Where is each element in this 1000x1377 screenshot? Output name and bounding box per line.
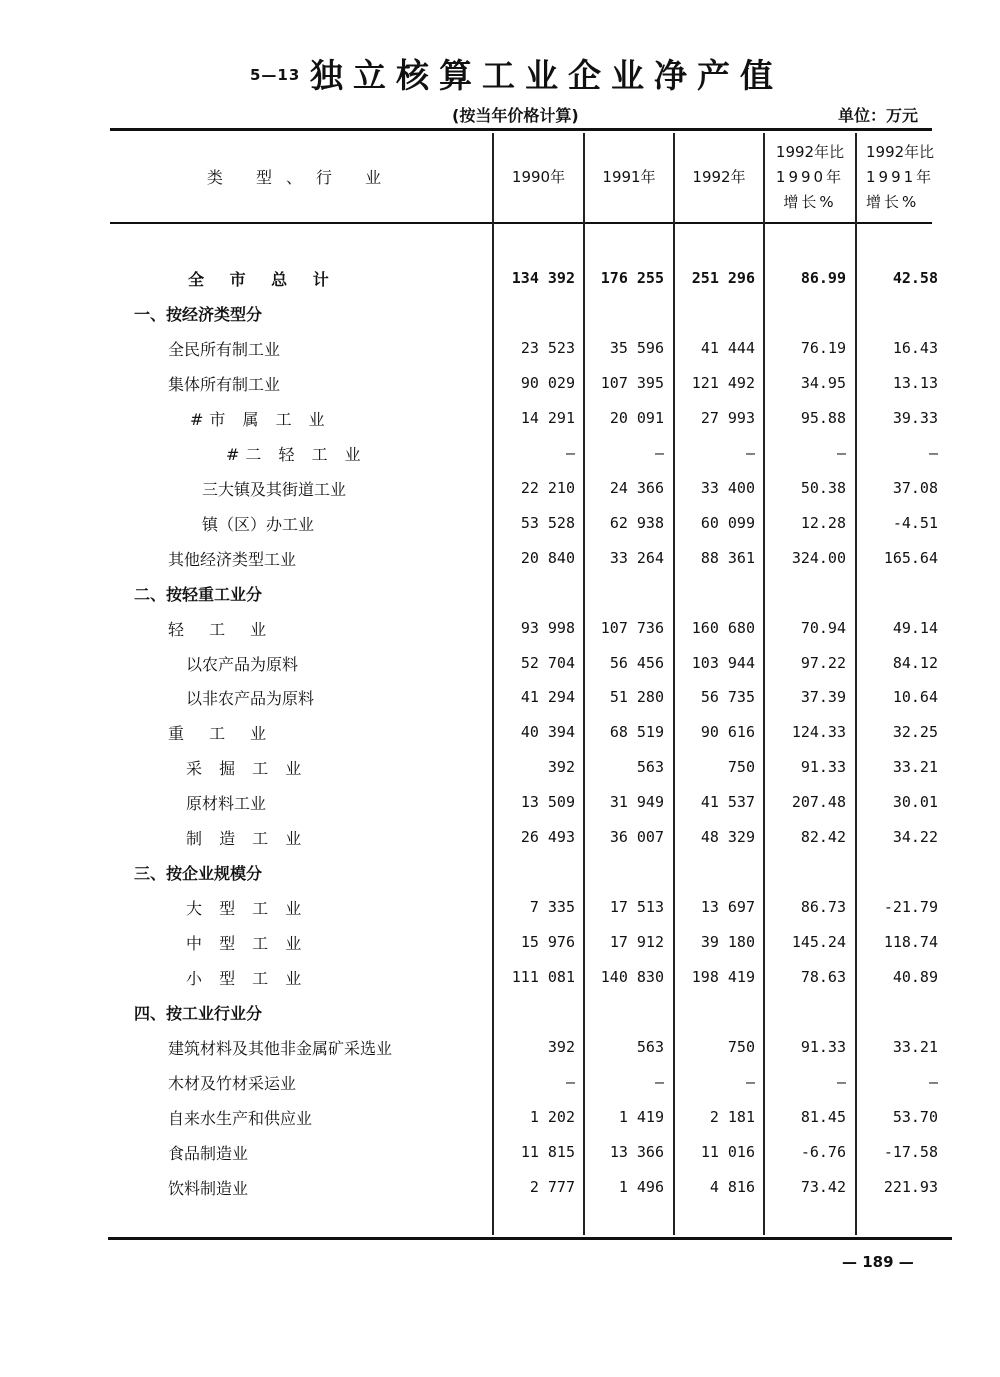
header-1991: 1991年 (602, 168, 656, 186)
cell-g1: 91.33 (800, 1037, 846, 1056)
row-label: 其他经济类型工业 (168, 549, 297, 569)
row-label: 自来水生产和供应业 (168, 1108, 313, 1128)
cell-v1991: 140 830 (600, 968, 664, 986)
cell-v1990: 52 704 (520, 653, 575, 672)
table-row (0, 649, 1000, 679)
cell-g2: 39.33 (892, 408, 938, 427)
table-unit: 单位：万元 (838, 106, 919, 125)
cell-v1991: 107 395 (600, 373, 664, 392)
row-label: 以非农产品为原料 (186, 689, 315, 709)
table-row (0, 788, 1000, 818)
cell-g2: 33.21 (892, 1037, 938, 1056)
table-row (0, 1103, 1000, 1133)
cell-g1: 124.33 (791, 723, 846, 742)
cell-g2: 30.01 (892, 793, 938, 812)
cell-g1: — (836, 443, 846, 462)
header-1992: 1992年 (692, 168, 746, 186)
row-label: 原材料工业 (186, 794, 267, 814)
table-row (0, 614, 1000, 644)
cell-v1992: — (745, 1072, 755, 1091)
cell-v1991: 68 519 (609, 723, 664, 742)
cell-v1992: 103 944 (691, 653, 755, 672)
table-code: 5—13 (250, 66, 301, 84)
cell-v1990: 22 210 (520, 478, 575, 497)
header-growth2-line2: 1991年 (866, 168, 935, 186)
cell-v1990: 53 528 (520, 513, 575, 532)
cell-v1991: 33 264 (609, 548, 664, 567)
cell-v1990: 90 029 (520, 373, 575, 392)
cell-v1992: 750 (727, 758, 755, 777)
cell-v1992: 251 296 (691, 269, 755, 287)
cell-g1: 82.42 (800, 828, 846, 847)
header-growth2-line3: 增长% (866, 193, 920, 211)
cell-g2: 10.64 (892, 688, 938, 707)
cell-g1: 86.73 (800, 898, 846, 917)
cell-v1991: 31 949 (609, 793, 664, 812)
table-row (0, 544, 1000, 574)
table-row (0, 1173, 1000, 1203)
cell-v1992: 750 (727, 1037, 755, 1056)
header-bottom-rule (110, 222, 932, 224)
cell-v1991: 107 736 (600, 618, 664, 637)
cell-v1990: 134 392 (511, 269, 575, 287)
cell-g2: — (928, 1072, 938, 1091)
row-label: 饮料制造业 (168, 1178, 249, 1198)
cell-g1: 324.00 (791, 548, 846, 567)
cell-g2: -4.51 (892, 513, 938, 532)
cell-g1: 78.63 (800, 968, 846, 986)
cell-g2: 33.21 (892, 758, 938, 777)
cell-v1991: 24 366 (609, 478, 664, 497)
row-label: 建筑材料及其他非金属矿采选业 (168, 1038, 393, 1058)
header-1990: 1990年 (511, 168, 566, 186)
cell-g1: 12.28 (800, 513, 846, 532)
cell-g2: -17.58 (883, 1142, 938, 1161)
table-row (0, 823, 1000, 853)
row-label: #二 轻 工 业 (226, 444, 367, 464)
cell-v1990: — (565, 443, 575, 462)
cell-v1992: 41 444 (700, 338, 755, 357)
cell-g2: 37.08 (892, 478, 938, 497)
cell-v1992: 11 016 (700, 1142, 755, 1161)
cell-g1: 97.22 (800, 653, 846, 672)
row-label: 四、按工业行业分 (134, 1004, 263, 1023)
cell-v1991: — (654, 443, 664, 462)
page-title (250, 50, 810, 96)
cell-v1990: 20 840 (520, 548, 575, 567)
cell-g2: 16.43 (892, 338, 938, 357)
table-row (0, 1068, 1000, 1098)
row-label: 木材及竹材采运业 (168, 1073, 297, 1093)
cell-v1991: 20 091 (609, 408, 664, 427)
table-title: 独立核算工业企业净产值 (310, 56, 783, 95)
cell-v1990: 111 081 (511, 968, 575, 986)
cell-v1991: 17 513 (609, 898, 664, 917)
table-row (0, 963, 1000, 993)
cell-g1: 81.45 (800, 1107, 846, 1126)
cell-v1992: 33 400 (700, 478, 755, 497)
cell-v1991: 51 280 (609, 688, 664, 707)
cell-g2: — (928, 443, 938, 462)
cell-v1990: 14 291 (520, 408, 575, 427)
cell-v1991: 13 366 (609, 1142, 664, 1161)
page-number: — 189 — (842, 1253, 914, 1271)
cell-v1992: 41 537 (700, 793, 755, 812)
cell-v1991: 36 007 (609, 828, 664, 847)
cell-g2: 13.13 (892, 373, 938, 392)
row-label: 集体所有制工业 (168, 374, 281, 394)
cell-v1991: 176 255 (600, 269, 664, 287)
cell-g2: 84.12 (892, 653, 938, 672)
cell-v1992: 48 329 (700, 828, 755, 847)
cell-v1990: 392 (547, 1037, 575, 1056)
table-row (0, 928, 1000, 958)
header-growth1-line3: 增长% (783, 193, 837, 211)
cell-v1990: 15 976 (520, 933, 575, 952)
cell-g2: 49.14 (892, 618, 938, 637)
table-row (0, 579, 1000, 609)
cell-v1990: 40 394 (520, 723, 575, 742)
row-label: 全 市 总 计 (188, 270, 339, 289)
top-rule (110, 128, 932, 131)
table-row (0, 893, 1000, 923)
table-row (0, 683, 1000, 713)
cell-v1990: 1 202 (529, 1107, 575, 1126)
cell-g1: 76.19 (800, 338, 846, 357)
row-label: 三大镇及其街道工业 (202, 479, 347, 499)
cell-v1992: 27 993 (700, 408, 755, 427)
table-row (0, 718, 1000, 748)
table-row (0, 369, 1000, 399)
row-label: 轻 工 业 (168, 619, 277, 639)
cell-v1990: 13 509 (520, 793, 575, 812)
row-label: 小 型 工 业 (186, 969, 308, 988)
cell-v1990: — (565, 1072, 575, 1091)
cell-v1992: 198 419 (691, 968, 755, 986)
cell-g2: 53.70 (892, 1107, 938, 1126)
cell-g1: 95.88 (800, 408, 846, 427)
table-row (0, 1033, 1000, 1063)
table-subtitle: (按当年价格计算) (452, 106, 579, 125)
cell-g1: 50.38 (800, 478, 846, 497)
header-growth2-line1: 1992年比 (866, 143, 935, 161)
cell-v1992: 56 735 (700, 688, 755, 707)
row-label: 全民所有制工业 (168, 339, 281, 359)
cell-v1992: 60 099 (700, 513, 755, 532)
bottom-rule (108, 1237, 952, 1240)
cell-v1990: 23 523 (520, 338, 575, 357)
row-label: 食品制造业 (168, 1143, 249, 1163)
header-growth1-line1: 1992年比 (775, 143, 845, 161)
cell-v1992: 88 361 (700, 548, 755, 567)
cell-v1991: 62 938 (609, 513, 664, 532)
row-label: 一、按经济类型分 (134, 304, 263, 324)
cell-g1: -6.76 (800, 1142, 846, 1161)
row-label: 以农产品为原料 (186, 654, 299, 674)
table-row (0, 439, 1000, 469)
cell-g1: 207.48 (791, 793, 846, 812)
table-row (0, 474, 1000, 504)
cell-g1: — (836, 1072, 846, 1091)
cell-v1992: 2 181 (709, 1107, 755, 1126)
table-row (0, 858, 1000, 888)
table-row (0, 1138, 1000, 1168)
cell-g2: 165.64 (883, 548, 938, 567)
table-row (0, 509, 1000, 539)
cell-g1: 70.94 (800, 618, 846, 637)
cell-v1992: — (745, 443, 755, 462)
table-row (0, 334, 1000, 364)
cell-g2: -21.79 (883, 898, 938, 917)
cell-g1: 86.99 (800, 269, 846, 287)
row-label: 三、按企业规模分 (134, 864, 263, 884)
cell-v1991: 56 456 (609, 653, 664, 672)
header-growth1-line2: 1990年 (775, 168, 845, 186)
cell-v1992: 121 492 (691, 373, 755, 392)
cell-v1991: 563 (636, 1037, 664, 1056)
cell-g1: 34.95 (800, 373, 846, 392)
row-label: #市 属 工 业 (190, 409, 331, 429)
cell-v1992: 13 697 (700, 898, 755, 917)
cell-v1992: 90 616 (700, 723, 755, 742)
cell-v1992: 4 816 (709, 1177, 755, 1196)
cell-v1990: 26 493 (520, 828, 575, 847)
row-label: 大 型 工 业 (186, 899, 308, 919)
row-label: 制 造 工 业 (186, 829, 308, 849)
cell-g1: 73.42 (800, 1177, 846, 1196)
cell-v1991: 1 419 (618, 1107, 664, 1126)
cell-g2: 221.93 (883, 1177, 938, 1196)
row-label: 重 工 业 (168, 724, 277, 744)
cell-v1990: 93 998 (520, 618, 575, 637)
cell-g2: 40.89 (892, 968, 938, 986)
row-label: 二、按轻重工业分 (134, 584, 263, 604)
cell-g2: 32.25 (892, 723, 938, 742)
table-row (0, 264, 1000, 294)
cell-v1991: 35 596 (609, 338, 664, 357)
cell-v1991: — (654, 1072, 664, 1091)
table-row (0, 404, 1000, 434)
row-label: 镇（区）办工业 (202, 514, 315, 534)
cell-g2: 34.22 (892, 828, 938, 847)
cell-g1: 145.24 (791, 933, 846, 952)
cell-g2: 118.74 (883, 933, 938, 952)
cell-v1991: 1 496 (618, 1177, 664, 1196)
table-row (0, 299, 1000, 329)
cell-v1992: 39 180 (700, 933, 755, 952)
header-type: 类 型、行 业 (206, 168, 396, 187)
cell-v1990: 392 (547, 758, 575, 777)
cell-v1991: 17 912 (609, 933, 664, 952)
cell-v1991: 563 (636, 758, 664, 777)
cell-v1990: 2 777 (529, 1177, 575, 1196)
row-label: 中 型 工 业 (186, 934, 308, 954)
table-row (0, 753, 1000, 783)
row-label: 采 掘 工 业 (186, 759, 308, 779)
cell-g1: 37.39 (800, 688, 846, 707)
cell-v1990: 41 294 (520, 688, 575, 707)
cell-g1: 91.33 (800, 758, 846, 777)
cell-v1992: 160 680 (691, 618, 755, 637)
cell-g2: 42.58 (892, 269, 938, 287)
cell-v1990: 11 815 (520, 1142, 575, 1161)
cell-v1990: 7 335 (529, 898, 575, 917)
table-row (0, 998, 1000, 1028)
